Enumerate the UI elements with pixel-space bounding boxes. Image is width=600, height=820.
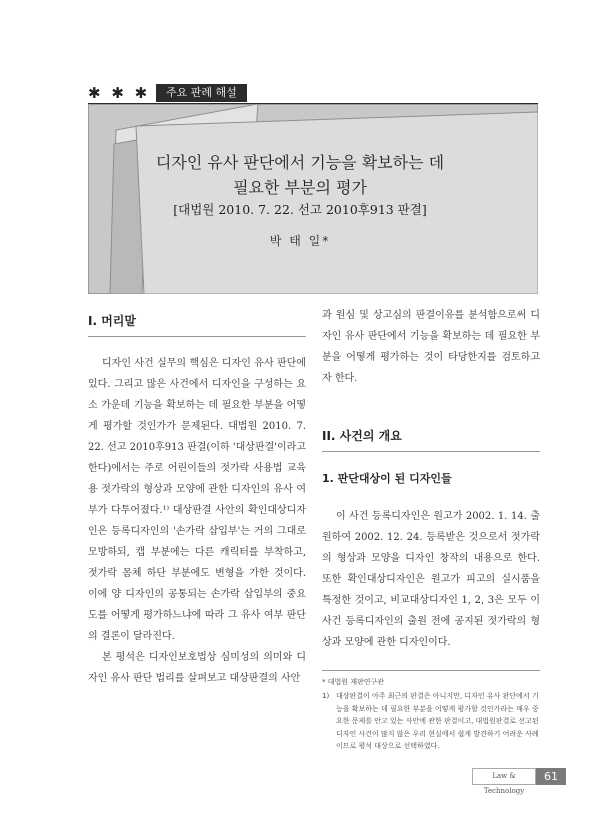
journal-name: Law & Technology: [472, 768, 536, 785]
heading-rule: [322, 451, 540, 452]
page-footer: [472, 768, 540, 795]
page-number: 61: [536, 768, 566, 785]
star-ornaments: ✱ ✱ ✱: [88, 84, 151, 102]
right-body-top: [322, 305, 540, 389]
subheading-designs: 1. 판단대상이 된 디자인들: [322, 472, 452, 485]
case-citation: [대법원 2010. 7. 22. 선고 2010후913 판결]: [173, 202, 427, 217]
paragraph: 과 원심 및 상고심의 판결이유를 분석함으로써 디자인 유사 판단에서 기능을 확보하는 데 필요한 부분을 어떻게 평가하는 것이 타당한지를 검토하고자 한다.: [322, 310, 540, 384]
author-name: 박 태 일*: [269, 234, 331, 248]
footnote-number: 1): [322, 692, 330, 700]
footnote-affiliation: * 대법원 재판연구관: [322, 678, 385, 686]
heading-introduction: I. 머리말: [88, 314, 136, 328]
paragraph: 본 평석은 디자인보호법상 심미성의 의미와 디자인 유사 판단 법리를 살펴보고 대상판결의 사안: [88, 652, 306, 684]
left-body: [88, 353, 306, 689]
section-tag: 주요 판례 해설: [156, 84, 247, 102]
right-column: [322, 305, 540, 653]
paragraph: 디자인 사건 실무의 핵심은 디자인 유사 판단에 있다. 그리고 많은 사건에서 디자인을 구성하는 요소 가운데 기능을 확보하는 데 필요한 부분을 어떻게 평가할 것인가가 문제된다. 대법원 2010. 7. 22. 선고 2010후913 판결(이하 '대상판결'이라고 한다)에서는 주로 어린이들의 젓가락 사용법 교육용 젓가락의 형상과 모양에 관한 디자인의 유사 여부가 다투어졌다.¹⁾ 대상판결 사안의 확인대상디자인은 등록디자인의 '손가락 삽입부'는 거의 그대로 모방하되, 캡 부분에는 다른 캐릭터를 부착하고, 젓가락 몸체 하단 부분에도 변형을 가한 것이다. 이에 양 디자인의 공통되는 손가락 삽입부의 중요도를 어떻게 평가하느냐에 따라 그 유사 여부 판단의 결론이 달라진다.: [88, 358, 306, 642]
footnote-rule: [322, 670, 540, 671]
left-column: [88, 312, 306, 689]
title-line-1: 디자인 유사 판단에서 기능을 확보하는 데: [155, 153, 445, 172]
title-line-2: 필요한 부분의 평가: [233, 178, 367, 197]
paper-layers-graphic: [88, 104, 538, 294]
paragraph: 이 사건 등록디자인은 원고가 2002. 1. 14. 출원하여 2002. 12. 24. 등록받은 것으로서 젓가락의 형상과 모양을 디자인 창작의 내용으로 한다. 또한 확인대상디자인은 원고가 피고의 실시품을 특정한 것이고, 비교대상디자인 1, 2, 3은 모두 이 사건 등록디자인의 출원 전에 공지된 젓가락의 형상과 모양에 관한 디자인이다.: [322, 511, 540, 648]
heading-rule: [88, 336, 306, 337]
section-tag-row: [88, 82, 538, 104]
footnote-1: 대상판결이 아주 최근의 판결은 아니지만, 디자인 유사 판단에서 기능을 확보하는 데 필요한 부분을 어떻게 평가할 것인가라는 매우 중요한 문제를 안고 있는 사안에 관한 판결이고, 대법원판결로 선고된 디자인 사건이 많지 않은 우리 현실에서 쉽게 발견하기 어려운 사례이므로 평석 대상으로 선택하였다.: [336, 692, 539, 750]
heading-case-overview: II. 사건의 개요: [322, 429, 402, 443]
right-body-bottom: [322, 506, 540, 653]
